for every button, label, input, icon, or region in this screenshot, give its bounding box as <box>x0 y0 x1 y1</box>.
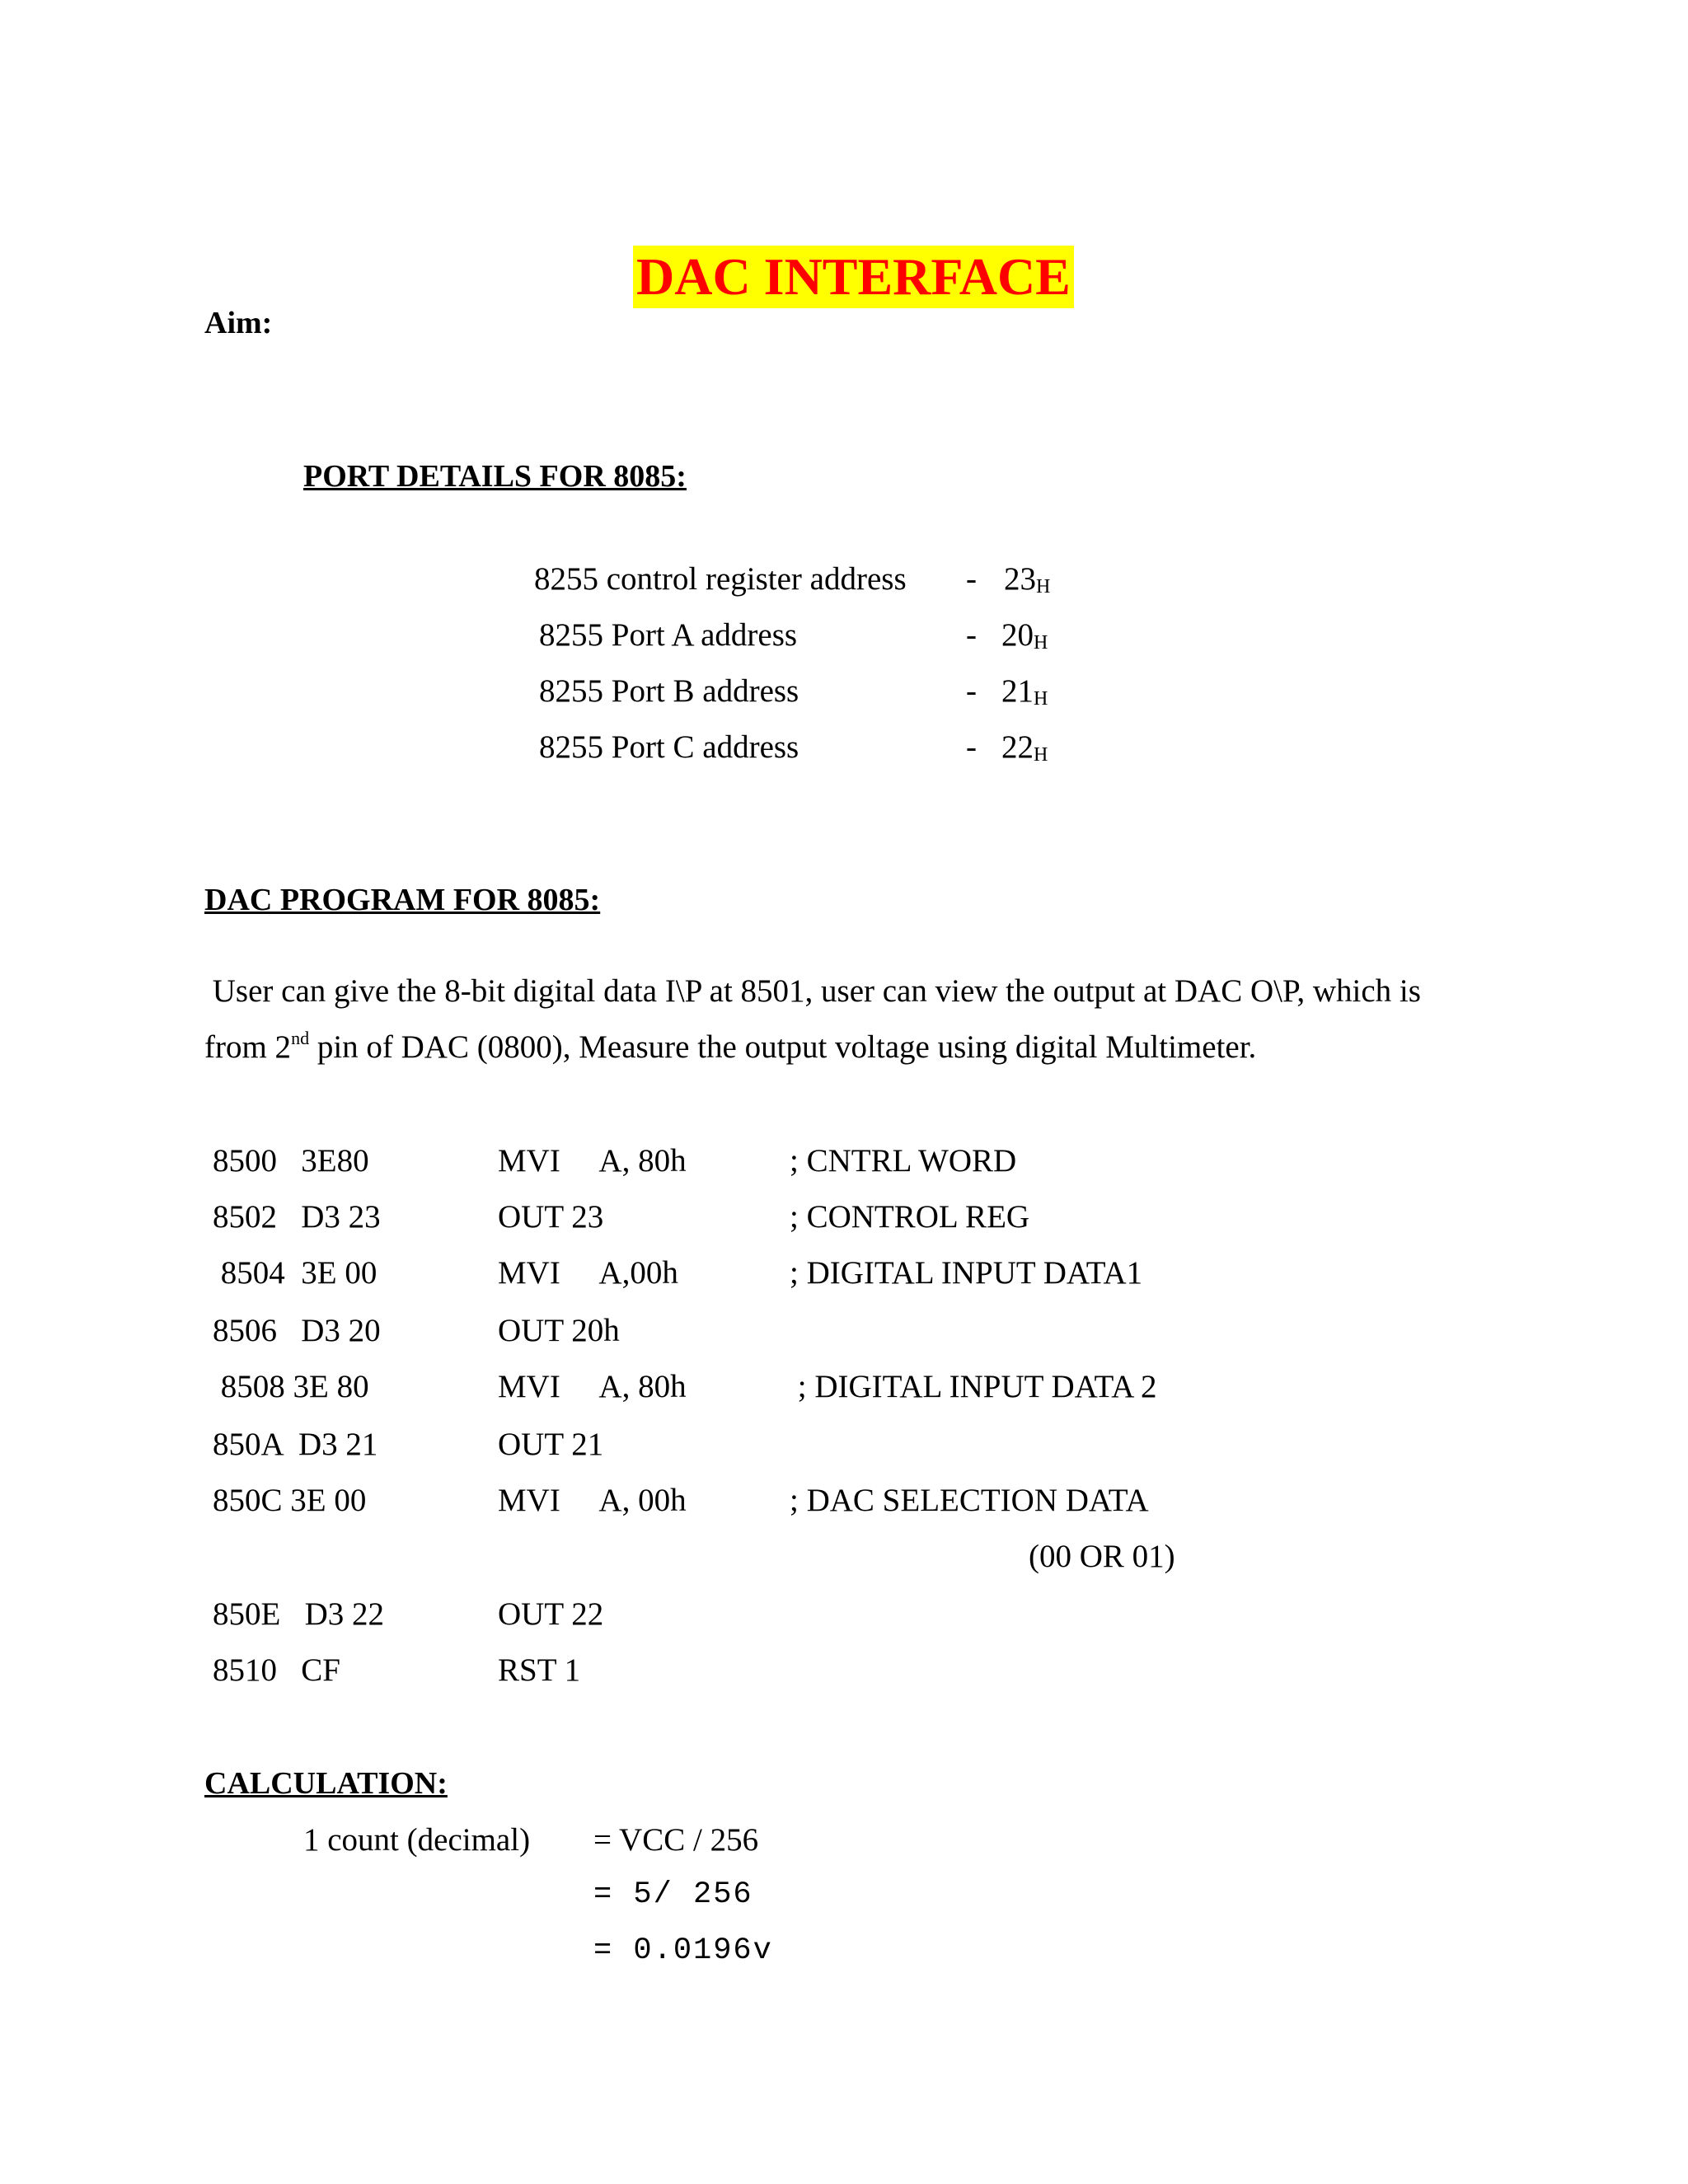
port-name: 8255 Port B address <box>539 673 799 709</box>
port-separator: - <box>966 729 977 765</box>
program-instruction: MVI A, 80h <box>498 1369 687 1404</box>
port-name: 8255 control register address <box>534 561 907 597</box>
calc-line-2: = 5/ 256 <box>593 1877 753 1912</box>
description-line-1: User can give the 8-bit digital data I\P at 8501, user can view the output at DAC O\P, which is <box>204 973 1421 1009</box>
calc-label: 1 count (decimal) <box>303 1822 531 1858</box>
aim-label: Aim: <box>204 306 273 340</box>
dac-selection-note: (00 OR 01) <box>1029 1539 1175 1574</box>
port-separator: - <box>966 617 977 653</box>
program-instruction: OUT 23 <box>498 1199 604 1235</box>
page-title: DAC INTERFACE <box>633 246 1074 308</box>
program-instruction: MVI A,00h <box>498 1255 678 1291</box>
program-comment: ; CONTROL REG <box>790 1199 1030 1235</box>
calc-line-1: = VCC / 256 <box>593 1822 759 1858</box>
program-address: 8502 D3 23 <box>213 1199 381 1235</box>
program-comment: ; DAC SELECTION DATA <box>790 1483 1149 1518</box>
program-comment: ; DIGITAL INPUT DATA1 <box>790 1255 1143 1291</box>
program-instruction: MVI A, 00h <box>498 1483 687 1518</box>
program-instruction: OUT 20h <box>498 1313 620 1348</box>
port-separator: - <box>966 561 977 597</box>
program-address: 850A D3 21 <box>213 1427 378 1462</box>
port-name: 8255 Port A address <box>539 617 798 653</box>
program-address: 850C 3E 00 <box>213 1483 367 1518</box>
description-line-2: from 2nd pin of DAC (0800), Measure the output voltage using digital Multimeter. <box>204 1028 1257 1065</box>
program-address: 8500 3E80 <box>213 1143 369 1179</box>
port-separator: - <box>966 673 977 709</box>
port-value: 20H <box>1001 617 1048 654</box>
program-address: 850E D3 22 <box>213 1596 384 1632</box>
port-value: 21H <box>1001 673 1048 710</box>
port-value: 23H <box>1004 561 1051 598</box>
program-address: 8510 CF <box>213 1652 340 1688</box>
port-name: 8255 Port C address <box>539 729 799 765</box>
program-instruction: RST 1 <box>498 1652 581 1688</box>
program-address: 8506 D3 20 <box>213 1313 381 1348</box>
calculation-heading: CALCULATION: <box>204 1766 448 1801</box>
program-comment: ; DIGITAL INPUT DATA 2 <box>790 1369 1157 1404</box>
program-instruction: OUT 21 <box>498 1427 604 1462</box>
program-address: 8508 3E 80 <box>213 1369 369 1404</box>
program-comment: ; CNTRL WORD <box>790 1143 1017 1179</box>
port-value: 22H <box>1001 729 1048 766</box>
program-instruction: MVI A, 80h <box>498 1143 687 1179</box>
dac-program-heading: DAC PROGRAM FOR 8085: <box>204 883 601 917</box>
calc-line-3: = 0.0196v <box>593 1933 773 1968</box>
port-details-heading: PORT DETAILS FOR 8085: <box>303 459 687 494</box>
program-address: 8504 3E 00 <box>213 1255 377 1291</box>
program-instruction: OUT 22 <box>498 1596 604 1632</box>
